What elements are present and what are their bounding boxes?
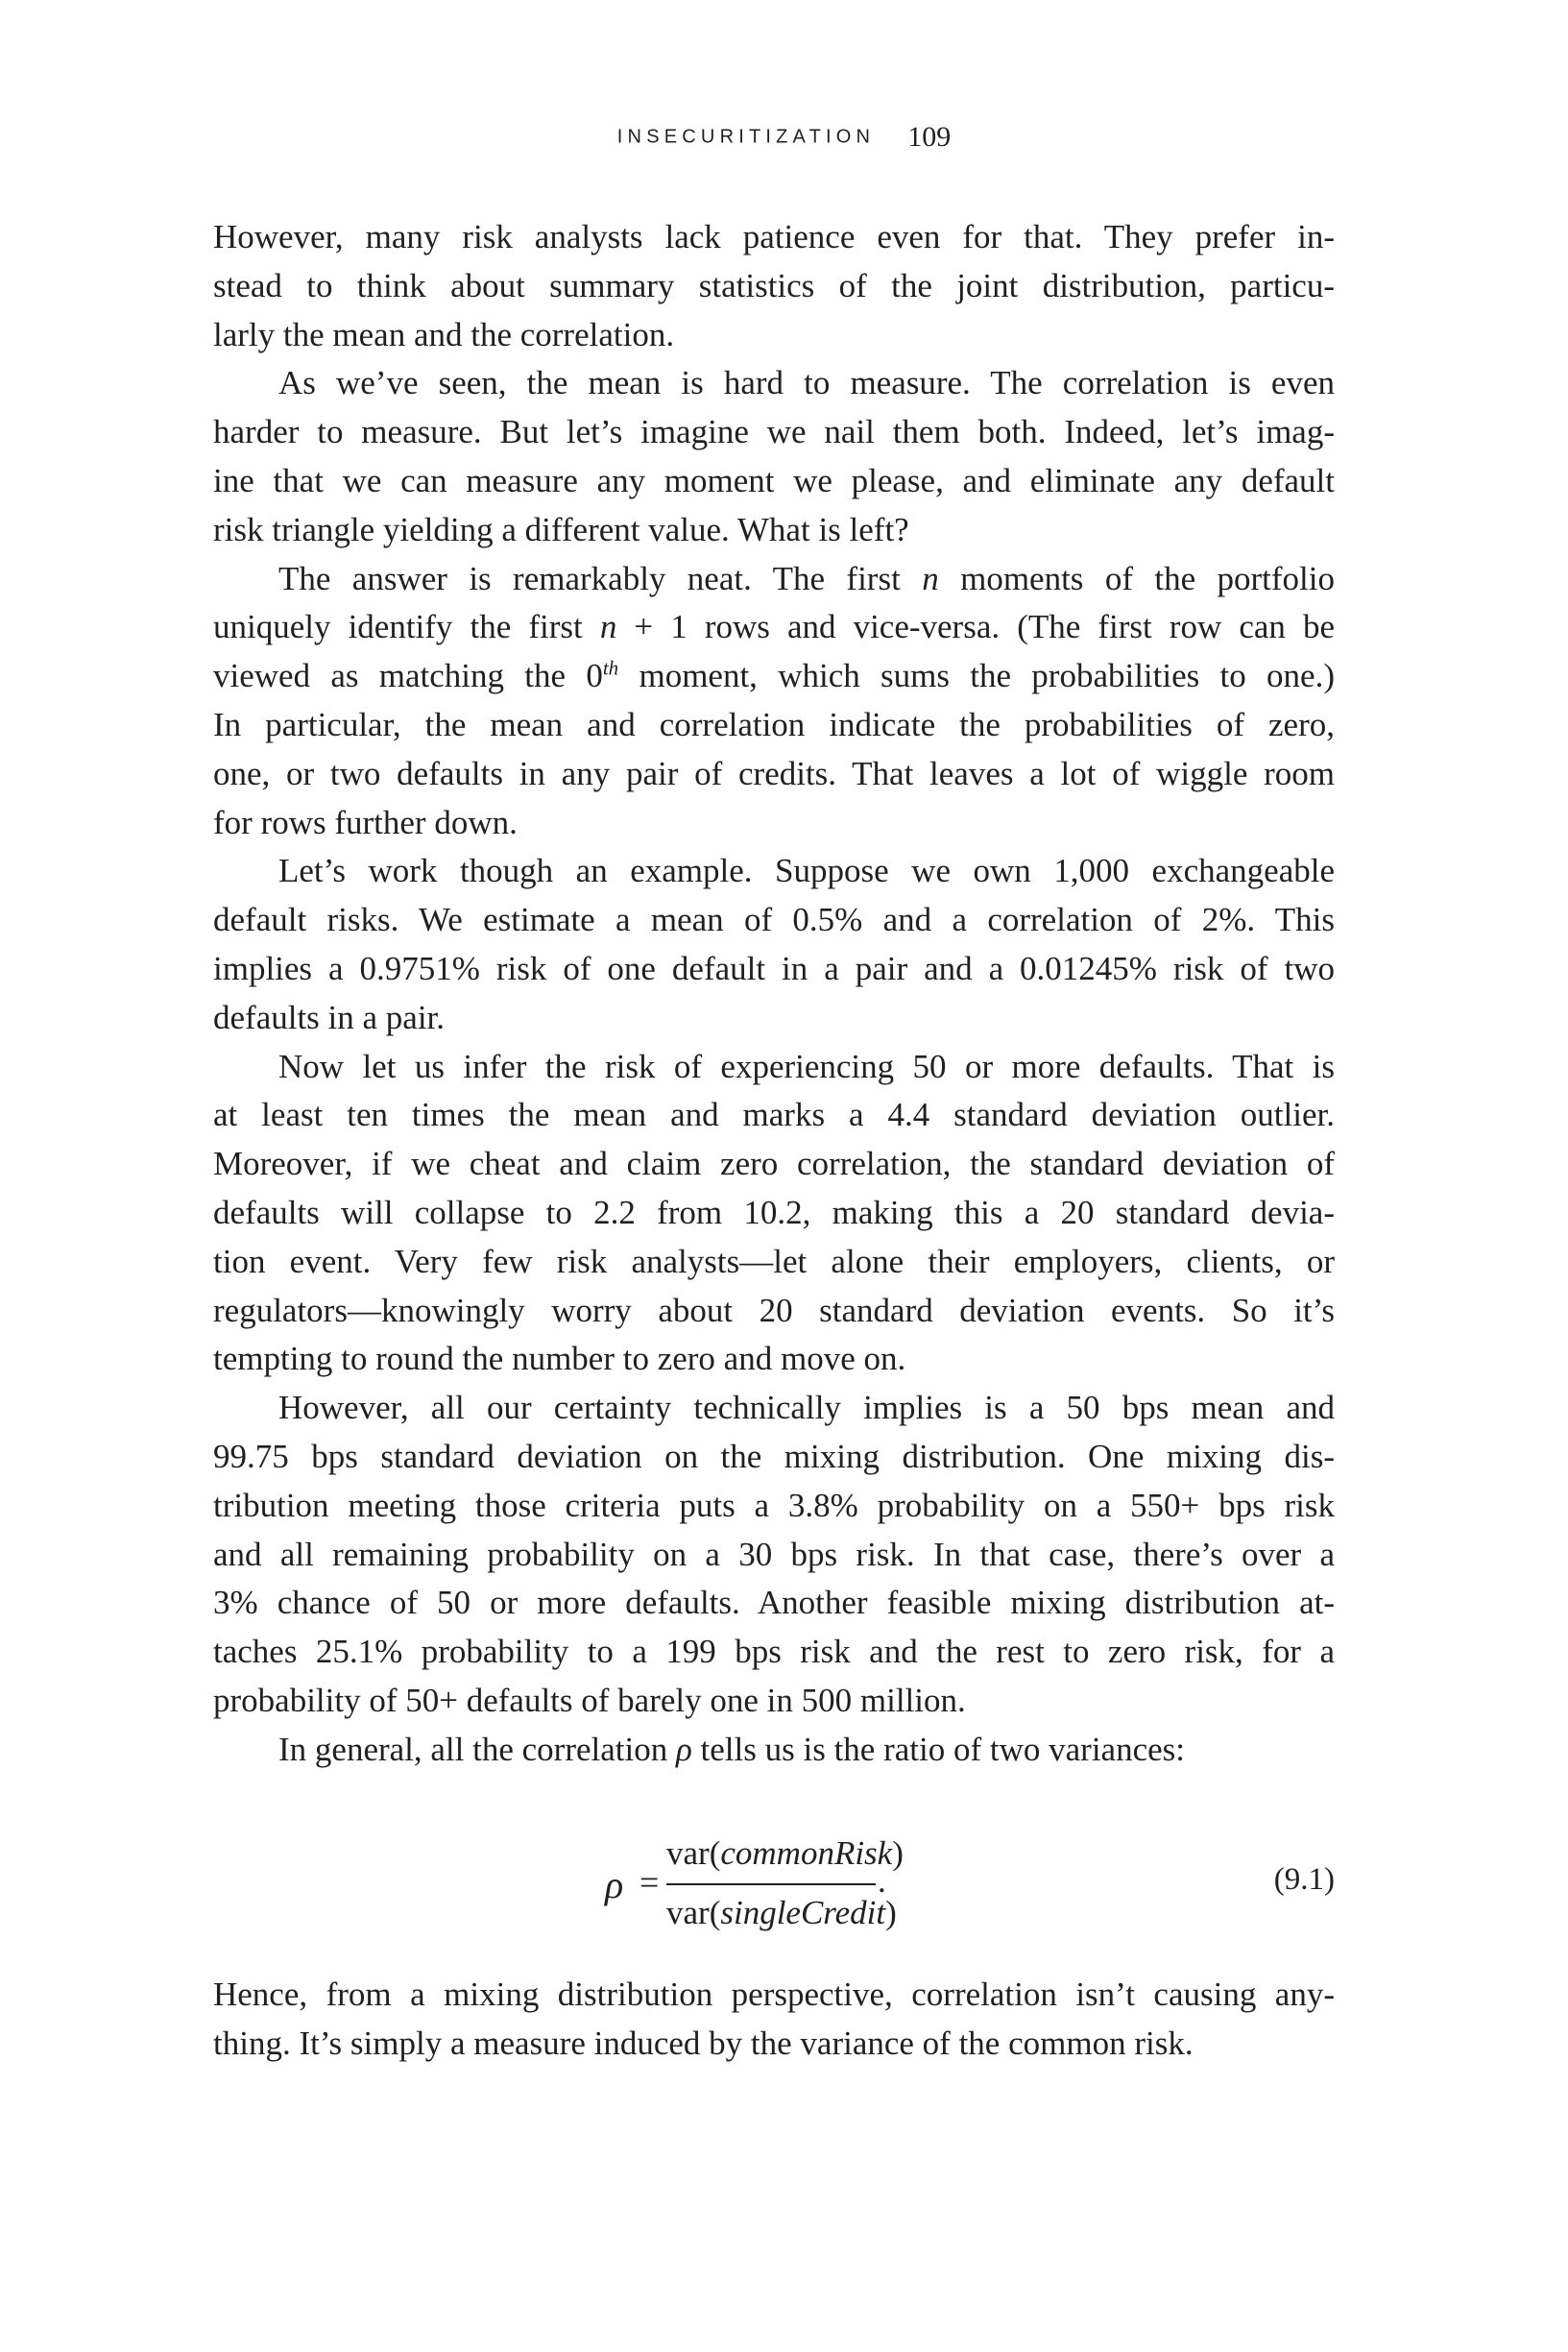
text-line: stead to think about summary statistics of the joint distribution, particu-	[213, 266, 1335, 304]
text-line: taches 25.1% probability to a 199 bps risk and the rest to zero risk, for a	[213, 1633, 1335, 1671]
page-number: 109	[907, 121, 952, 153]
text-line: for rows further down.	[213, 803, 518, 841]
paragraph	[213, 1971, 1335, 2069]
text-line: Hence, from a mixing distribution perspective, correlation isn’t causing any-	[213, 1976, 1335, 2013]
text-line: harder to measure. But let’s imagine we nail them both. Indeed, let’s imag-	[213, 413, 1335, 451]
text-line: Moreover, if we cheat and claim zero correlation, the standard deviation of	[213, 1145, 1335, 1183]
text-line: thing. It’s simply a measure induced by the variance of the common risk.	[213, 2024, 1194, 2062]
text-line: larly the mean and the correlation.	[213, 315, 675, 353]
text-line: Now let us infer the risk of experiencing 50 or more defaults. That is	[278, 1047, 1335, 1085]
equation-equals-sign: =	[639, 1863, 660, 1902]
paragraph	[213, 213, 1335, 359]
text-line: uniquely identify the first n + 1 rows and vice-versa. (The first row can be	[213, 608, 1336, 646]
text-line: tempting to round the number to zero and move on.	[213, 1340, 906, 1378]
body-text	[213, 213, 1335, 1775]
text-line: However, all our certainty technically implies is a 50 bps mean and	[278, 1389, 1335, 1427]
text-line: regulators—knowingly worry about 20 standard deviation events. So it’s	[213, 1291, 1335, 1329]
numerator-close-paren: )	[892, 1834, 904, 1872]
denominator-close-paren: )	[885, 1894, 897, 1931]
text-line: default risks. We estimate a mean of 0.5% and a correlation of 2%. This	[213, 901, 1335, 939]
text-line: tion event. Very few risk analysts—let alone their employers, clients, or	[213, 1242, 1335, 1280]
paragraph	[213, 1726, 1335, 1775]
paragraph	[213, 1384, 1335, 1726]
equation-numerator	[666, 1830, 904, 1878]
text-line: As we’ve seen, the mean is hard to measure. The correlation is even	[278, 364, 1335, 402]
text-line: In general, all the correlation ρ tells us is the ratio of two variances:	[278, 1730, 1185, 1768]
text-line: one, or two defaults in any pair of credits. That leaves a lot of wiggle room	[213, 754, 1335, 792]
paragraph	[213, 359, 1335, 554]
numerator-function: var(	[666, 1834, 721, 1872]
running-head-title: INSECURITIZATION	[616, 126, 876, 148]
paragraph	[213, 1043, 1335, 1385]
text-line: probability of 50+ defaults of barely one in 500 million.	[213, 1681, 966, 1719]
text-line: Let’s work though an example. Suppose we own 1,000 exchangeable	[278, 852, 1335, 890]
text-line: tribution meeting those criteria puts a 3.8% probability on a 550+ bps risk	[213, 1486, 1335, 1524]
denominator-argument: singleCredit	[720, 1894, 886, 1931]
text-line: 99.75 bps standard deviation on the mixing distribution. One mixing dis-	[213, 1437, 1335, 1475]
text-line: defaults in a pair.	[213, 998, 446, 1036]
text-line: viewed as matching the 0th moment, which sums the probabilities to one.)	[213, 656, 1335, 695]
equation-period: .	[878, 1862, 886, 1900]
text-line: 3% chance of 50 or more defaults. Another feasible mixing distribution at-	[213, 1584, 1335, 1622]
equation-denominator	[666, 1889, 897, 1937]
fraction-bar	[666, 1883, 876, 1885]
equation-9-1	[213, 1830, 1335, 1945]
paragraph	[213, 847, 1335, 1042]
text-line: ine that we can measure any moment we please, and eliminate any default	[213, 461, 1335, 499]
equation-fraction	[666, 1830, 904, 1937]
text-line: defaults will collapse to 2.2 from 10.2, making this a 20 standard devia-	[213, 1193, 1335, 1231]
closing-paragraph	[213, 1971, 1335, 2069]
text-line: and all remaining probability on a 30 bps risk. In that case, there’s over a	[213, 1535, 1335, 1573]
numerator-argument: commonRisk	[720, 1834, 893, 1872]
text-line: risk triangle yielding a different value. What is left?	[213, 510, 909, 548]
denominator-function: var(	[666, 1894, 721, 1931]
text-line: The answer is remarkably neat. The first n moments of the portfolio	[278, 559, 1335, 597]
text-line: In particular, the mean and correlation indicate the probabilities of zero,	[213, 705, 1335, 743]
equation-lhs-rho: ρ	[605, 1863, 624, 1906]
text-line: implies a 0.9751% risk of one default in a pair and a 0.01245% risk of two	[213, 949, 1335, 987]
text-line: at least ten times the mean and marks a 4.4 standard deviation outlier.	[213, 1096, 1335, 1134]
equation-number: (9.1)	[1273, 1862, 1335, 1897]
paragraph	[213, 555, 1335, 848]
running-head	[0, 121, 1568, 154]
text-line: However, many risk analysts lack patience even for that. They prefer in-	[213, 218, 1335, 255]
